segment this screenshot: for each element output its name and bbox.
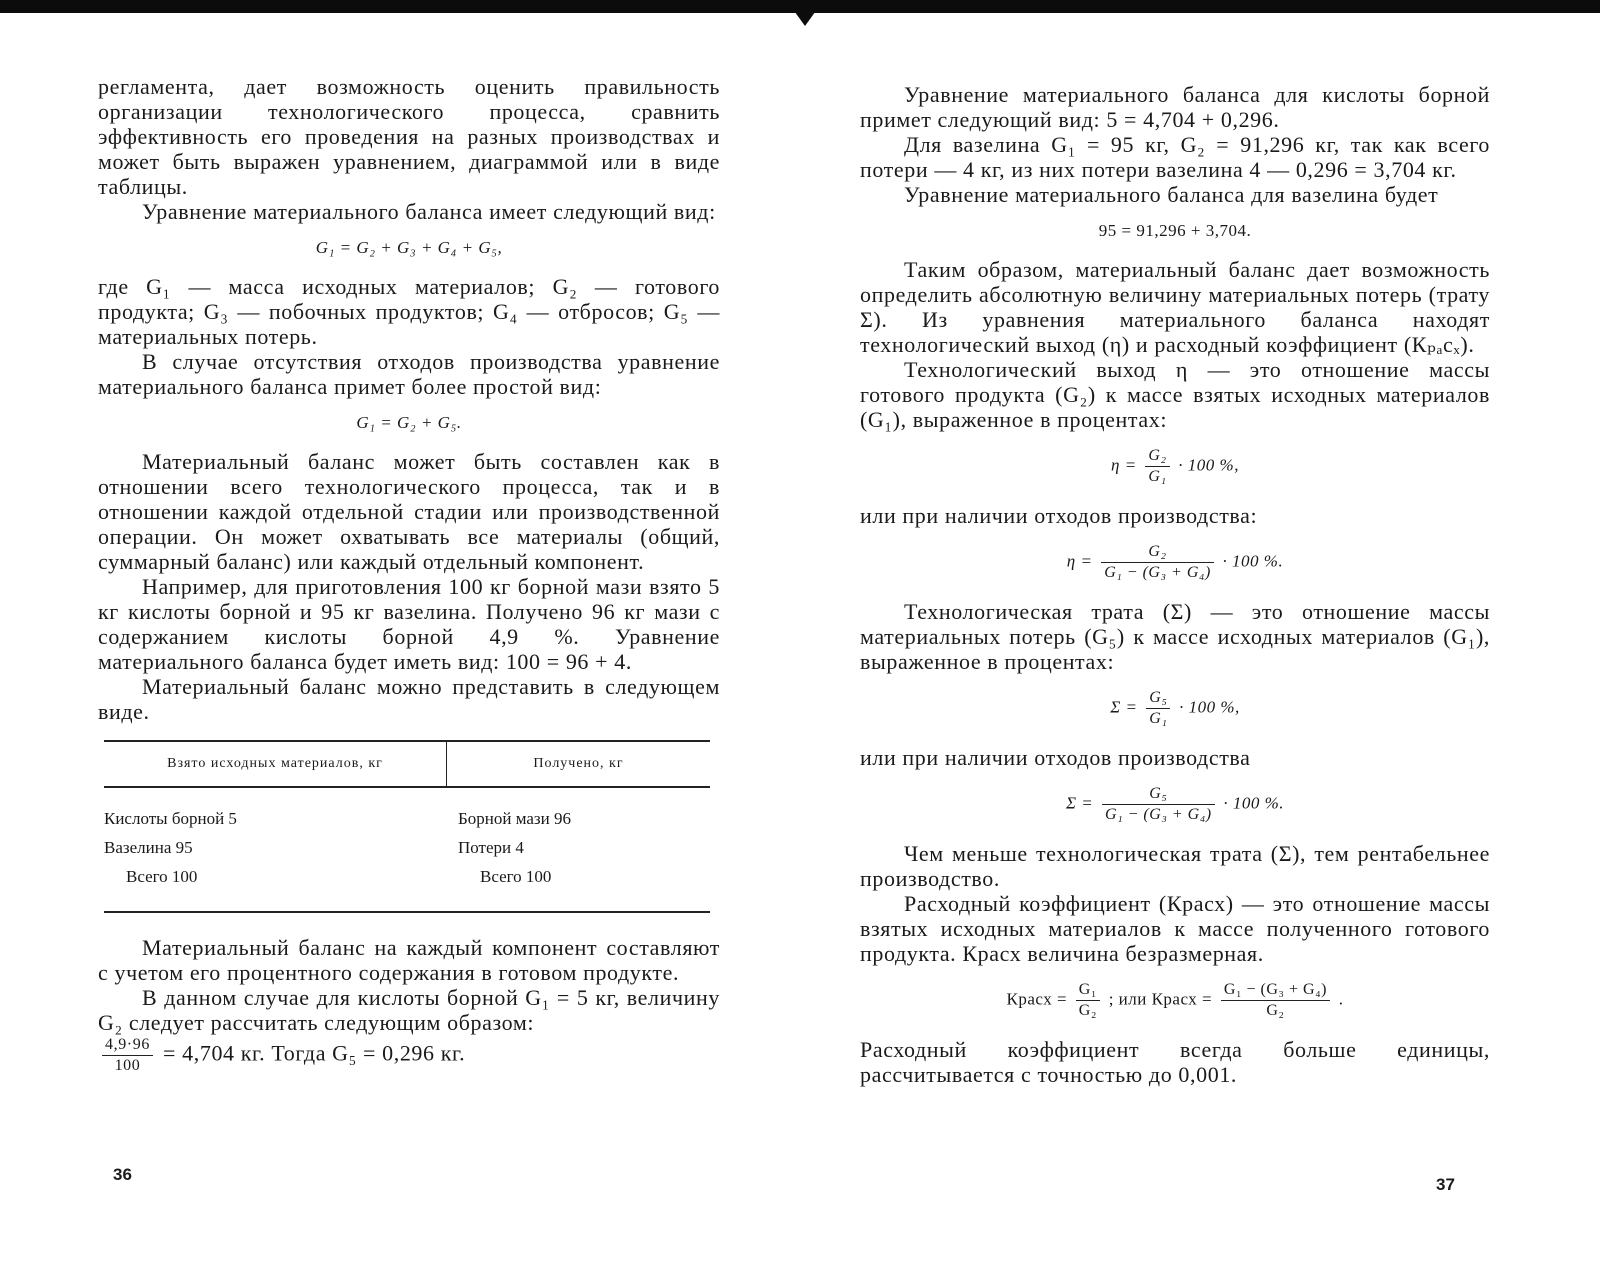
fraction: [1146, 688, 1170, 729]
fraction: [1076, 980, 1100, 1021]
fraction: [102, 1035, 153, 1076]
equation-yield-waste: [860, 542, 1490, 583]
table-cell: Вазелина 95: [104, 838, 193, 857]
page-number: 36: [113, 1165, 132, 1184]
equation: 95 = 91,296 + 3,704.: [1098, 221, 1252, 240]
paragraph: Расходный коэффициент (Красх) — это отношение массы взятых исходных материалов к массе полученного готового продукта. Красх величина безразмерная.: [860, 891, 1490, 966]
paragraph: Уравнение материального баланса для вазелина будет: [904, 182, 1439, 207]
paragraph: Материальный баланс на каждый компонент составляют с учетом его процентного содержания в готовом продукте.: [98, 935, 720, 985]
fraction-denominator: G₁: [1149, 710, 1168, 727]
fraction-denominator: 100: [114, 1057, 141, 1074]
equation: G₁ = G₂ + G₃ + G₄ + G₅,: [315, 238, 503, 257]
fraction-numerator: G₁: [1076, 980, 1100, 1001]
paragraph: Технологическая трата (Σ) — это отношение массы материальных потерь (G₅) к массе исходных материалов (G₁), выраженное в процентах:: [860, 599, 1490, 674]
paragraph: Чем меньше технологическая трата (Σ), тем рентабельнее производство.: [860, 841, 1490, 891]
calc-line: [98, 1035, 720, 1076]
paragraph: Например, для приготовления 100 кг борной мази взято 5 кг кислоты борной и 95 кг вазелина. Получено 96 кг мази с содержанием кислоты борной 4,9 %. Уравнение материального баланса будет иметь вид: 100 = 96 + 4.: [98, 574, 720, 674]
right-page: [800, 0, 1600, 1265]
paragraph: Расходный коэффициент всегда больше единицы, рассчитывается с точностью до 0,001.: [860, 1037, 1490, 1087]
paragraph: где G₁ — масса исходных материалов; G₂ — готового продукта; G₃ — побочных продуктов; G₄ — отбросов; G₅ — материальных потерь.: [98, 274, 720, 349]
table-header-cell: Взято исходных материалов, кг: [104, 742, 447, 786]
paragraph: Материальный баланс может быть составлен как в отношении всего технологического процесса, так и в отношении каждой отдельной стадии или производственной операции. Он может охватывать все материалы (общий, суммарный баланс) или каждый отдельный компонент.: [98, 449, 720, 574]
table-cell: Кислоты борной 5: [104, 809, 237, 828]
eq-lhs: η =: [1066, 551, 1093, 571]
eq-lhs: η =: [1111, 455, 1137, 475]
eq-mid: ; или Красх =: [1108, 989, 1213, 1009]
eq-lhs: Σ =: [1110, 697, 1138, 717]
eq-rhs: · 100 %.: [1222, 551, 1284, 571]
table-cell: Потери 4: [458, 838, 524, 857]
table-body: [104, 788, 710, 911]
table-header: [104, 742, 710, 788]
equation-yield: [860, 446, 1490, 487]
calc-result: = 4,704 кг. Тогда G₅ = 0,296 кг.: [163, 1040, 466, 1066]
paragraph: Таким образом, материальный баланс дает возможность определить абсолютную величину материальных потерь (трату Σ). Из уравнения материального баланса находят технологический выход (η) и расходный коэффициент (Кₚₐсₓ).: [860, 257, 1490, 357]
eq-end: .: [1338, 989, 1344, 1009]
fraction-denominator: G₂: [1078, 1002, 1097, 1019]
table-cell-total: Всего 100: [480, 867, 552, 886]
fraction-denominator: G₁: [1148, 468, 1167, 485]
fraction: [1221, 980, 1330, 1021]
paragraph: Для вазелина G₁ = 95 кг, G₂ = 91,296 кг, так как всего потери — 4 кг, из них потери вазелина 4 — 0,296 = 3,704 кг.: [860, 132, 1490, 182]
equation-loss-waste: [860, 784, 1490, 825]
fraction-numerator: G₂: [1101, 542, 1214, 563]
paragraph: В случае отсутствия отходов производства уравнение материального баланса примет более простой вид:: [98, 349, 720, 399]
table-cell-total: Всего 100: [126, 867, 198, 886]
fraction-numerator: G₅: [1146, 688, 1170, 709]
fraction: [1101, 542, 1214, 583]
table-cell: Борной мази 96: [458, 809, 571, 828]
left-text-column: [98, 74, 720, 1076]
equation-loss: [860, 688, 1490, 729]
eq-lhs: Σ =: [1065, 793, 1094, 813]
paragraph: регламента, дает возможность оценить правильность организации технологического процесса, сравнить эффективность его проведения на разных производствах и может быть выражен уравнением, диаграммой или в виде таблицы.: [98, 74, 720, 199]
paragraph: или при наличии отходов производства: [860, 745, 1251, 770]
fraction-denominator: G₁ − (G₃ + G₄): [1104, 564, 1211, 581]
fraction-denominator: G₂: [1266, 1002, 1285, 1019]
fraction: [1145, 446, 1169, 487]
fraction-numerator: G₁ − (G₃ + G₄): [1221, 980, 1330, 1001]
fraction-numerator: 4,9·96: [102, 1035, 153, 1056]
paragraph: В данном случае для кислоты борной G₁ = 5 кг, величину G₂ следует рассчитать следующим образом:: [98, 985, 720, 1035]
page-number: 37: [1436, 1175, 1455, 1194]
table-column-received: [458, 804, 710, 891]
fraction-numerator: G₂: [1145, 446, 1169, 467]
fraction-denominator: G₁ − (G₃ + G₄): [1105, 806, 1212, 823]
paragraph: или при наличии отходов производства:: [860, 503, 1258, 528]
paragraph: Уравнение материального баланса для кислоты борной примет следующий вид: 5 = 4,704 + 0,296.: [860, 82, 1490, 132]
paragraph: Уравнение материального баланса имеет следующий вид:: [142, 199, 716, 224]
fraction-numerator: G₅: [1102, 784, 1215, 805]
eq-rhs: · 100 %.: [1223, 793, 1285, 813]
equation: G₁ = G₂ + G₅.: [356, 413, 462, 432]
balance-table: [104, 740, 710, 913]
eq-rhs: · 100 %,: [1179, 697, 1240, 717]
table-column-taken: [104, 804, 458, 891]
equation-consumption: [860, 980, 1490, 1021]
table-header-cell: Получено, кг: [533, 756, 624, 771]
eq-lhs: Красх =: [1006, 989, 1068, 1009]
fraction: [1102, 784, 1215, 825]
eq-rhs: · 100 %,: [1178, 455, 1239, 475]
paragraph: Материальный баланс можно представить в следующем виде.: [98, 674, 720, 724]
paragraph: Технологический выход η — это отношение массы готового продукта (G₂) к массе взятых исходных материалов (G₁), выраженное в процентах:: [860, 357, 1490, 432]
right-text-column: [860, 82, 1490, 1087]
